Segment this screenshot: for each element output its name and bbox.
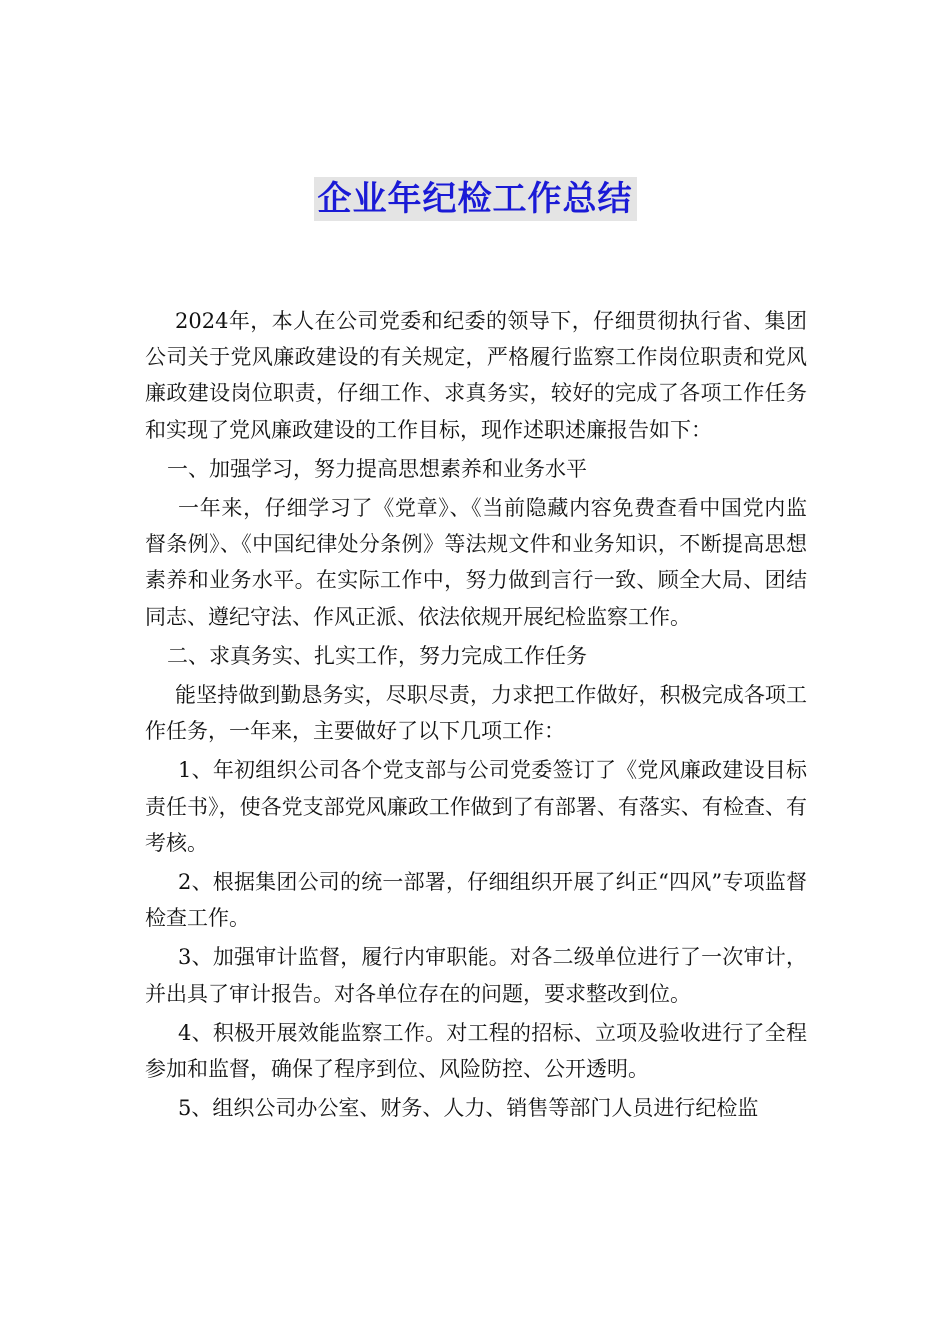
intro-paragraph: 2024年，本人在公司党委和纪委的领导下，仔细贯彻执行省、集团公司关于党风廉政建设的有关规定，严格履行监察工作岗位职责和党风廉政建设岗位职责，仔细工作、求真务实，较好的完成了各项工作任务和实现了党风廉政建设的工作目标，现作述职述廉报告如下： <box>145 309 807 442</box>
section-2-paragraph: 能坚持做到勤恳务实，尽职尽责，力求把工作做好，积极完成各项工作任务，一年来，主要做好了以下几项工作： <box>145 683 807 744</box>
section-heading-2: 二、求真务实、扎实工作，努力完成工作任务 <box>167 643 587 668</box>
list-item-5: 5、组织公司办公室、财务、人力、销售等部门人员进行纪检监 <box>178 1096 759 1121</box>
list-item-4: 4、积极开展效能监察工作。对工程的招标、立项及验收进行了全程参加和监督，确保了程序到位、风险防控、公开透明。 <box>145 1020 807 1082</box>
list-item-1: 1、年初组织公司各个党支部与公司党委签订了《党风廉政建设目标责任书》，使各党支部党风廉政工作做到了有部署、有落实、有检查、有考核。 <box>145 758 807 855</box>
section-1-paragraph: 一年来，仔细学习了《党章》、《当前隐藏内容免费查看中国党内监督条例》、《中国纪律处分条例》等法规文件和业务知识，不断提高思想素养和业务水平。在实际工作中，努力做到言行一致、顾全大局、团结同志、遵纪守法、作风正派、依法依规开展纪检监察工作。 <box>145 496 807 629</box>
document-title: 企业年纪检工作总结 <box>314 177 637 221</box>
list-item-2: 2、根据集团公司的统一部署，仔细组织开展了纠正“四风”专项监督检查工作。 <box>145 870 807 931</box>
list-item-3: 3、加强审计监督，履行内审职能。对各二级单位进行了一次审计，并出具了审计报告。对各单位存在的问题，要求整改到位。 <box>145 945 807 1006</box>
title-container <box>0 177 950 221</box>
document-body <box>145 303 807 1129</box>
section-heading-1: 一、加强学习，努力提高思想素养和业务水平 <box>167 456 587 481</box>
